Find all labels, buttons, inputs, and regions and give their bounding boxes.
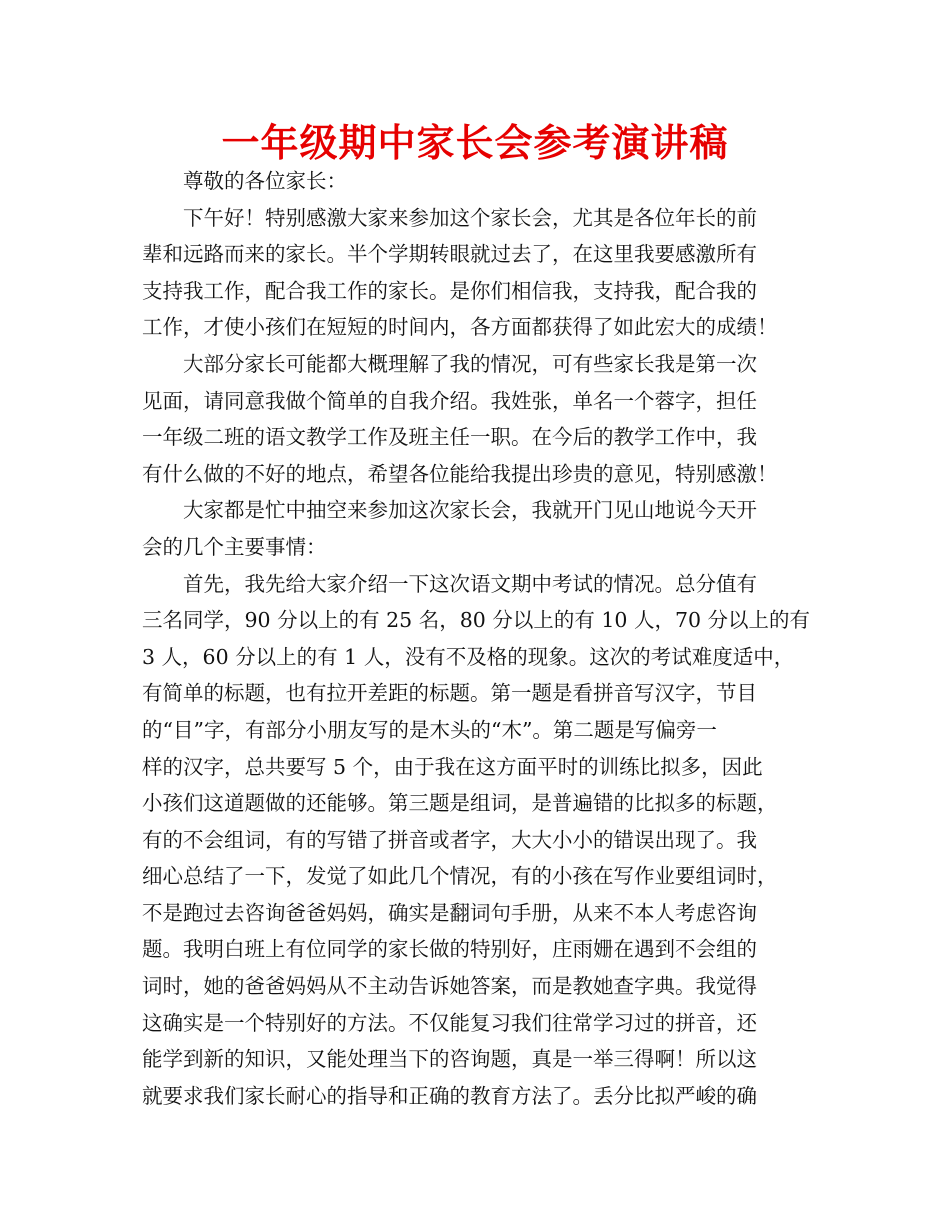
text-line: 尊敬的各位家长： xyxy=(183,169,347,193)
text-line: 有什么做的不好的地点，希望各位能给我提出珍贵的意见，特别感激！ xyxy=(142,461,778,486)
text-line: 这确实是一个特别好的方法。不仅能复习我们往常学习过的拼音，还 xyxy=(142,1010,757,1035)
document-body xyxy=(142,163,822,1114)
text-line: 工作，才使小孩们在短短的时间内，各方面都获得了如此宏大的成绩！ xyxy=(142,315,778,340)
text-line: 有的不会组词，有的写错了拼音或者字，大大小小的错误出现了。我 xyxy=(142,827,757,852)
text-line: 有简单的标题，也有拉开差距的标题。第一题是看拼音写汉字，节目 xyxy=(142,681,757,706)
text-line: 3 人，60 分以上的有 1 人，没有不及格的现象。这次的考试难度适中， xyxy=(142,644,795,669)
text-line: 三名同学，90 分以上的有 25 名，80 分以上的有 10 人，70 分以上的有 xyxy=(142,608,811,633)
text-line: 见面，请同意我做个简单的自我介绍。我姓张，单名一个蓉字，担任 xyxy=(142,388,757,413)
text-line: 小孩们这道题做的还能够。第三题是组词，是普遍错的比拟多的标题， xyxy=(142,791,778,816)
text-line: 辈和远路而来的家长。半个学期转眼就过去了，在这里我要感激所有 xyxy=(142,242,757,267)
text-line: 的“目”字，有部分小朋友写的是木头的“木”。第二题是写偏旁一 xyxy=(142,717,717,742)
text-line: 样的汉字，总共要写 5 个，由于我在这方面平时的训练比拟多，因此 xyxy=(142,754,763,779)
text-line: 词时，她的爸爸妈妈从不主动告诉她答案，而是教她查字典。我觉得 xyxy=(142,974,757,999)
text-line: 大家都是忙中抽空来参加这次家长会，我就开门见山地说今天开 xyxy=(183,498,757,523)
text-line: 一年级二班的语文教学工作及班主任一职。在今后的教学工作中，我 xyxy=(142,425,757,450)
text-line: 细心总结了一下，发觉了如此几个情况，有的小孩在写作业要组词时， xyxy=(142,864,778,889)
text-line: 就要求我们家长耐心的指导和正确的教育方法了。丢分比拟严峻的确 xyxy=(142,1083,757,1108)
text-line: 能学到新的知识，又能处理当下的咨询题，真是一举三得啊！所以这 xyxy=(142,1047,757,1072)
text-line: 下午好！特别感激大家来参加这个家长会，尤其是各位年长的前 xyxy=(183,205,757,230)
text-line: 首先，我先给大家介绍一下这次语文期中考试的情况。总分值有 xyxy=(183,571,757,596)
text-line: 大部分家长可能都大概理解了我的情况，可有些家长我是第一次 xyxy=(183,351,757,376)
text-line: 会的几个主要事情： xyxy=(142,534,327,559)
text-line: 支持我工作，配合我工作的家长。是你们相信我，支持我，配合我的 xyxy=(142,278,757,303)
text-line: 不是跑过去咨询爸爸妈妈，确实是翻词句手册，从来不本人考虑咨询 xyxy=(142,900,757,925)
text-line: 题。我明白班上有位同学的家长做的特别好，庄雨姗在遇到不会组的 xyxy=(142,937,757,962)
document-title: 一年级期中家长会参考演讲稿 xyxy=(221,121,729,165)
